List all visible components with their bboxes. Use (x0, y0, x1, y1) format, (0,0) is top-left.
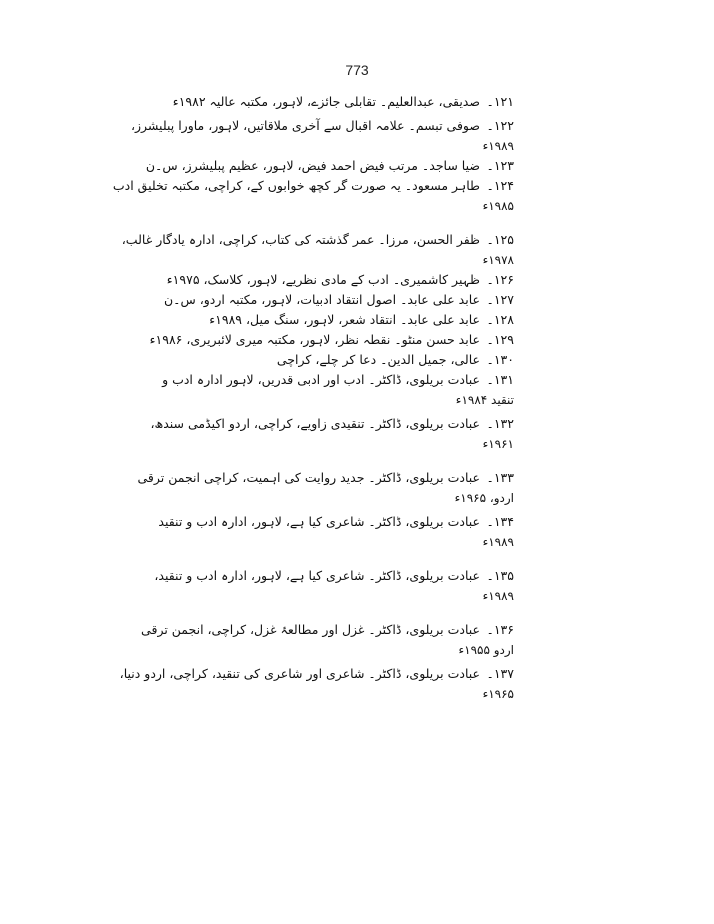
entry-continuation: ۱۹۸۹ء (482, 589, 514, 603)
entry-text: طاہر مسعود۔ یہ صورت گر کچھ خوابوں کے، کراچی، مکتبہ تخلیق ادب (112, 178, 480, 193)
bibliography-entry-131 (162, 370, 514, 390)
entry-text: ضیا ساجد۔ مرتب فیض احمد فیض، لاہور، عظیم پبلیشرز، س۔ن (145, 158, 480, 173)
entry-text: عابد علی عابد۔ انتقاد شعر، لاہور، سنگ میل، ۱۹۸۹ء (209, 312, 480, 327)
entry-number: ۱۳۴۔ (486, 514, 514, 529)
bibliography-entry-125 (121, 230, 514, 250)
entry-number: ۱۲۹۔ (486, 332, 514, 347)
entry-text: عبادت بریلوی، ڈاکٹر۔ شاعری اور شاعری کی تنقید، کراچی، اردو دنیا، (119, 666, 480, 681)
entry-continuation: ۱۹۷۸ء (482, 253, 514, 267)
bibliography-entry-130 (170, 350, 514, 370)
bibliography-entry-132 (150, 414, 514, 434)
entry-number: ۱۲۳۔ (486, 158, 514, 173)
bibliography-entry-122 (130, 116, 514, 136)
bibliography-entry-135 (154, 566, 514, 586)
entry-continuation: اردو، ۱۹۶۵ء (454, 491, 514, 505)
bibliography-entry-126 (166, 270, 514, 290)
bibliography-entry-134 (158, 512, 514, 532)
entry-number: ۱۳۱۔ (486, 372, 514, 387)
entry-number: ۱۲۷۔ (486, 292, 514, 307)
entry-text: عبادت بریلوی، ڈاکٹر۔ ادب اور ادبی قدریں، لاہور ادارہ ادب و (162, 372, 480, 387)
bibliography-entry-124 (112, 176, 514, 196)
entry-text: عبادت بریلوی، ڈاکٹر۔ تنقیدی زاویے، کراچی، اردو اکیڈمی سندھ، (150, 416, 480, 431)
bibliography-entry-136 (141, 620, 514, 640)
bibliography-list (112, 92, 514, 704)
entry-text: ظفر الحسن، مرزا۔ عمر گذشتہ کی کتاب، کراچی، ادارہ یادگار غالب، (121, 232, 480, 247)
entry-number: ۱۳۲۔ (486, 416, 514, 431)
entry-text: عبادت بریلوی، ڈاکٹر۔ غزل اور مطالعۂ غزل، کراچی، انجمن ترقی (141, 622, 480, 637)
entry-text: عبادت بریلوی، ڈاکٹر۔ شاعری کیا ہے، لاہور، ادارہ ادب و تنقید، (154, 568, 480, 583)
bibliography-entry-128 (170, 310, 514, 330)
entry-continuation: ۱۹۶۵ء (482, 687, 514, 701)
entry-text: عالی، جمیل الدین۔ دعا کر چلے، کراچی (276, 352, 480, 367)
entry-number: ۱۳۰۔ (486, 352, 514, 367)
entry-continuation: ۱۹۸۹ء (482, 139, 514, 153)
page-number: 773 (345, 62, 369, 78)
entry-number: ۱۳۳۔ (486, 470, 514, 485)
entry-text: عبادت بریلوی، ڈاکٹر۔ شاعری کیا ہے، لاہور، ادارہ ادب و تنقید (158, 514, 480, 529)
entry-continuation: تنقید ۱۹۸۴ء (455, 393, 514, 407)
bibliography-entry-123 (145, 156, 514, 176)
entry-text: ظہیر کاشمیری۔ ادب کے مادی نظریے، لاہور، کلاسک، ۱۹۷۵ء (166, 272, 480, 287)
bibliography-entry-127 (163, 290, 514, 310)
entry-text: صدیقی، عبدالعلیم۔ تقابلی جائزے، لاہور، مکتبہ عالیہ ۱۹۸۲ء (172, 94, 480, 109)
entry-number: ۱۳۵۔ (486, 568, 514, 583)
bibliography-entry-133 (137, 468, 514, 488)
bibliography-entry-137 (119, 664, 514, 684)
entry-number: ۱۳۷۔ (486, 666, 514, 681)
entry-continuation: ۱۹۸۹ء (482, 535, 514, 549)
entry-number: ۱۲۸۔ (486, 312, 514, 327)
entry-text: صوفی تبسم۔ علامہ اقبال سے آخری ملاقاتیں، لاہور، ماورا پبلیشرز، (130, 118, 480, 133)
entry-continuation: ۱۹۸۵ء (482, 199, 514, 213)
entry-text: عابد حسن منٹو۔ نقطہ نظر، لاہور، مکتبہ میری لائبریری، ۱۹۸۶ء (149, 332, 480, 347)
entry-number: ۱۲۴۔ (486, 178, 514, 193)
bibliography-entry-129 (149, 330, 514, 350)
entry-number: ۱۲۱۔ (486, 94, 514, 109)
entry-number: ۱۲۵۔ (486, 232, 514, 247)
entry-text: عابد علی عابد۔ اصول انتقاد ادبیات، لاہور، مکتبہ اردو، س۔ن (163, 292, 480, 307)
entry-continuation: اردو ۱۹۵۵ء (458, 643, 514, 657)
entry-number: ۱۳۶۔ (486, 622, 514, 637)
entry-number: ۱۲۶۔ (486, 272, 514, 287)
entry-text: عبادت بریلوی، ڈاکٹر۔ جدید روایت کی اہمیت، کراچی انجمن ترقی (137, 470, 480, 485)
entry-number: ۱۲۲۔ (486, 118, 514, 133)
bibliography-entry-121 (170, 92, 514, 112)
entry-continuation: ۱۹۶۱ء (482, 437, 514, 451)
